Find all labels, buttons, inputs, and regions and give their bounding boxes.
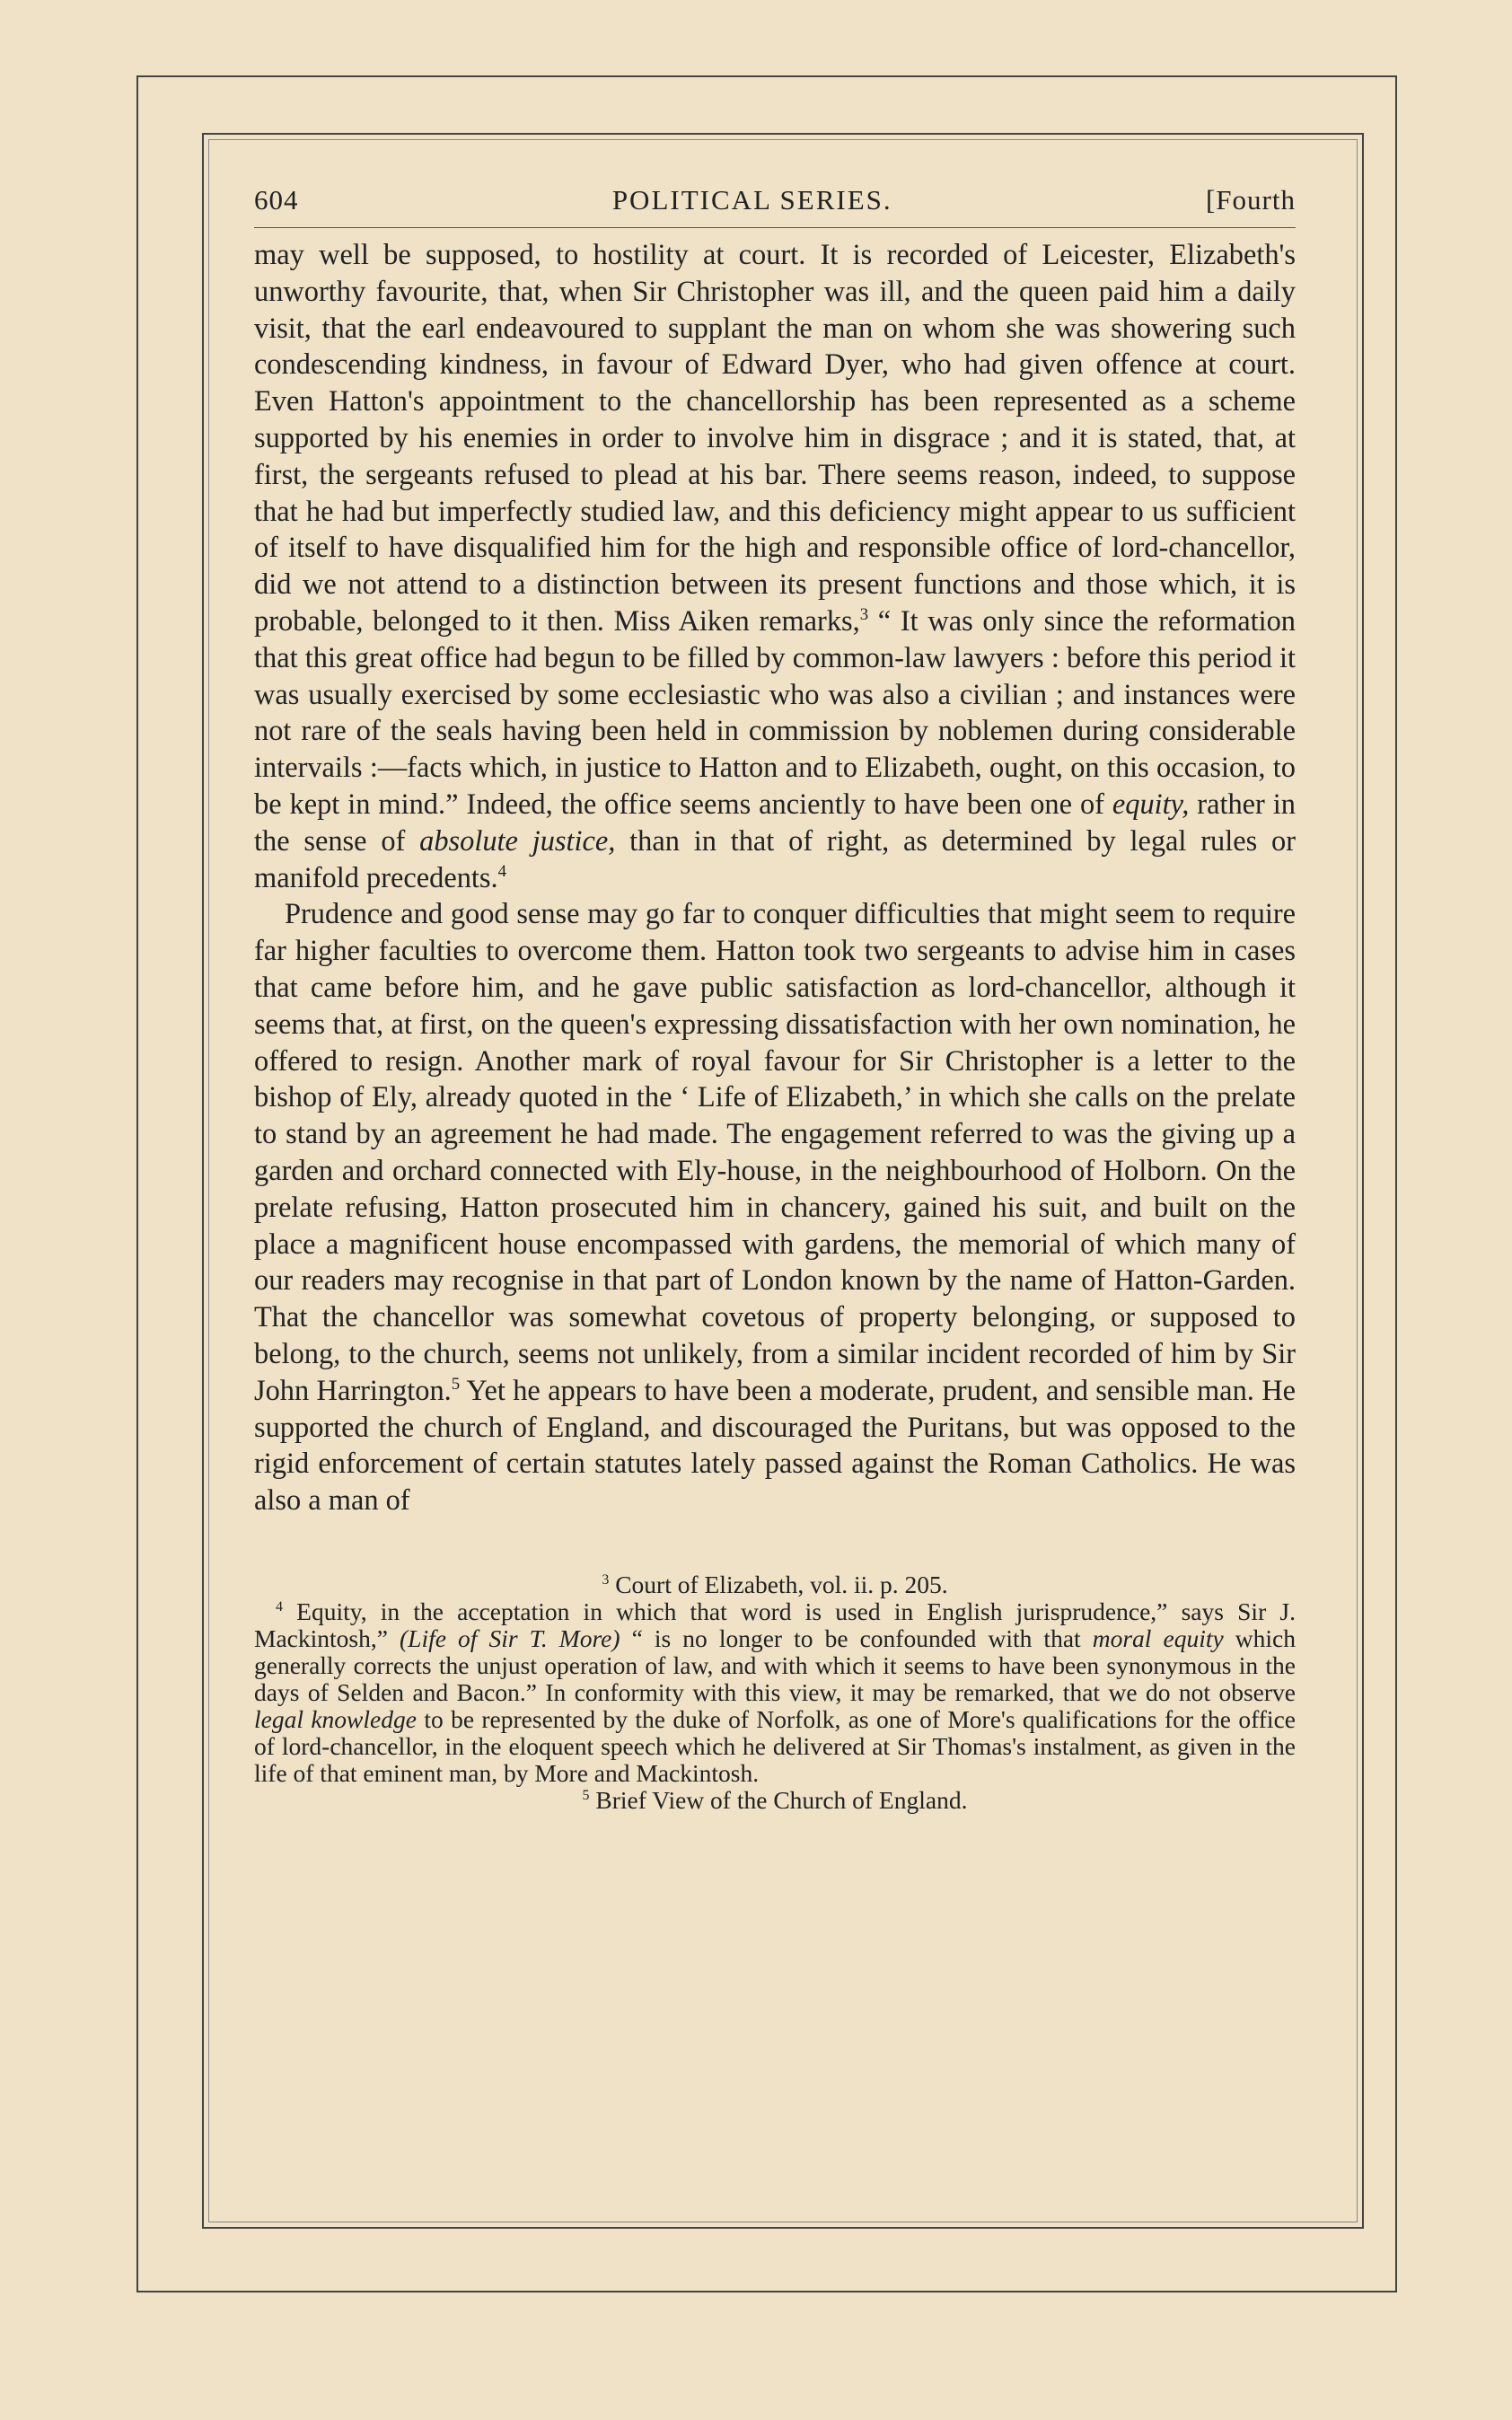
text-italic: absolute justice, <box>419 824 616 858</box>
page-content <box>254 184 1296 1814</box>
footnote-text: Brief View of the Church of England. <box>589 1785 968 1814</box>
footnote-text: Equity, in the acceptation in which that word is used in English jurisprudence,” says Sir J. Mackintosh,” <box>254 1597 1296 1652</box>
footnote-ref-4: 4 <box>497 861 507 881</box>
footnote-text: to be represented by the duke of Norfolk, as one of More's qualifications for the office of lord-chancellor, in the eloquent speech which he delivered at Sir Thomas's instalment, as given in the life of that eminent man, by More and Mackintosh. <box>254 1704 1296 1787</box>
footnote-ref-5: 5 <box>451 1374 461 1394</box>
footnote-5 <box>254 1787 1296 1814</box>
footnote-3 <box>254 1571 1296 1598</box>
footnote-italic: (Life of Sir T. More) <box>400 1624 620 1652</box>
page-number: 604 <box>254 184 299 216</box>
footnote-mark: 5 <box>582 1787 590 1803</box>
footnote-text: “ is no longer to be confounded with that <box>620 1624 1093 1652</box>
text-run: “ It was only since the reformation that this great office had begun to be filled by common-law lawyers : before this period it was usually exercised by some ecclesiastic who was also a civilian ; and instances were not rare of the seals having been held in commission by noblemen during considerable intervails :—facts which, in justice to Hatton and to Elizabeth, ought, on this occasion, to be kept in mind.” Indeed, the office seems anciently to have been one of <box>254 604 1296 821</box>
text-run: Yet he appears to have been a moderate, prudent, and sensible man. He supported the church of England, and discouraged the Puritans, but was opposed to the rigid enforcement of certain statutes lately passed against the Roman Catholics. He was also a man of <box>254 1374 1296 1518</box>
footnote-italic: moral equity <box>1092 1624 1224 1652</box>
footnote-ref-3: 3 <box>859 605 869 625</box>
text-run: than in that of right, as determined by legal rules or manifold precedents. <box>254 824 1296 894</box>
footnote-mark: 4 <box>276 1598 283 1615</box>
paragraph <box>254 237 1296 896</box>
text-run: rather in the sense of <box>254 788 1296 858</box>
footnote-text: which generally corrects the unjust operation of law, and with which it seems to have been synonymous in the days of Selden and Bacon.” In conformity with this view, it may be remarked, that we do not observe <box>254 1624 1296 1706</box>
text-run: Prudence and good sense may go far to conquer difficulties that might seem to require far higher faculties to overcome them. Hatton took two sergeants to advise him in cases that came before him, and he gave public satisfaction as lord-chancellor, although it seems that, at first, on the queen's expressing dissatisfaction with her own nomination, he offered to resign. Another mark of royal favour for Sir Christopher is a letter to the bishop of Ely, already quoted in the ‘ Life of Elizabeth,’ in which she calls on the prelate to stand by an agreement he had made. The engagement referred to was the giving up a garden and orchard connected with Ely-house, in the neighbourhood of Holborn. On the prelate refusing, Hatton prosecuted him in chancery, gained his suit, and built on the place a magnificent house encompassed with gardens, the memorial of which many of our readers may recognise in that part of London known by the name of Hatton-Garden. That the chancellor was somewhat covetous of property belonging, or supposed to belong, to the church, seems not unlikely, from a similar incident recorded of him by Sir John Harrington. <box>254 898 1296 1407</box>
footnote-4 <box>254 1598 1296 1787</box>
running-title: POLITICAL SERIES. <box>611 184 892 216</box>
text-run: may well be supposed, to hostility at court. It is recorded of Leicester, Elizabeth's unworthy favourite, that, when Sir Christopher was ill, and the queen paid him a daily visit, that the earl endeavoured to supplant the man on whom she was showering such condescending kindness, in favour of Edward Dyer, who had given offence at court. Even Hatton's appointment to the chancellorship has been represented as a scheme supported by his enemies in order to involve him in disgrace ; and it is stated, that, at first, the sergeants refused to plead at his bar. There seems reason, indeed, to suppose that he had but imperfectly studied law, and this deficiency might appear to us sufficient of itself to have disqualified him for the high and responsible office of lord-chancellor, did we not attend to a distinction between its present functions and those which, it is probable, belonged to it then. Miss Aiken remarks, <box>254 239 1296 638</box>
body-text <box>254 237 1296 1519</box>
section-label: [Fourth <box>1205 184 1296 216</box>
footnotes <box>254 1571 1296 1814</box>
paragraph <box>254 896 1296 1519</box>
running-head <box>254 184 1296 222</box>
header-rule <box>254 227 1296 228</box>
text-italic: equity, <box>1112 788 1190 821</box>
footnote-mark: 3 <box>602 1571 610 1588</box>
footnote-italic: legal knowledge <box>254 1704 417 1733</box>
footnote-text: Court of Elizabeth, vol. ii. p. 205. <box>609 1570 948 1598</box>
